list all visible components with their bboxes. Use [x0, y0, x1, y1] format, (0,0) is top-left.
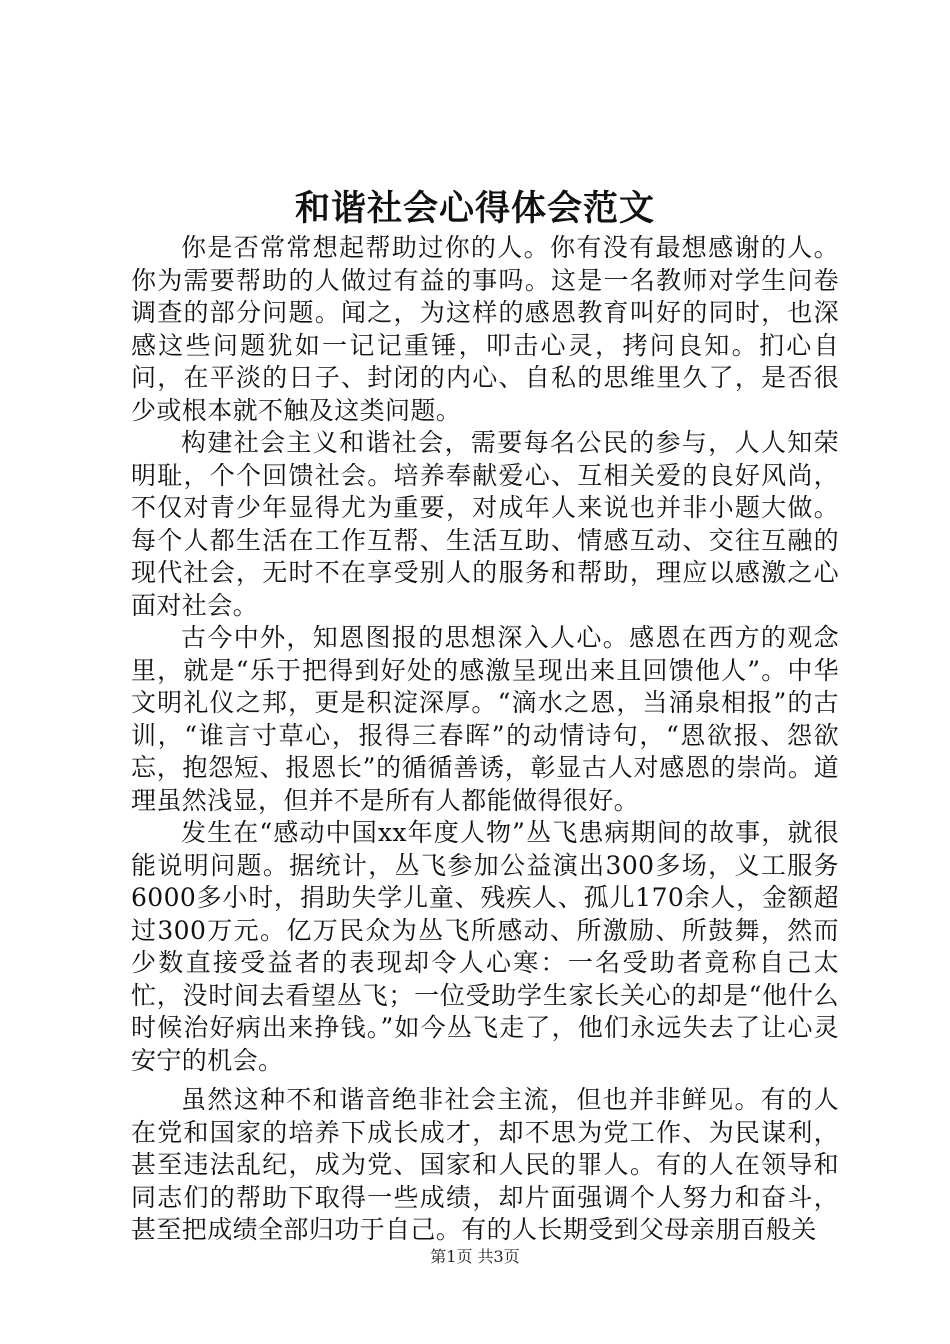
document-title: 和谐社会心得体会范文 [294, 188, 655, 229]
paragraph: 虽然这种不和谐音绝非社会主流，但也并非鲜见。有的人在党和国家的培养下成长成才，却不思为党工作、为民谋利，甚至违法乱纪，成为党、国家和人民的罪人。有的人在领导和同志们的帮助下取得一些成绩，却片面强调个人努力和奋斗，甚至把成绩全部归功于自己。有的人长期受到父母亲朋百般关 [131, 1085, 839, 1244]
paragraph: 古今中外，知恩图报的思想深入人心。感恩在西方的观念里，就是“乐于把得到好处的感激呈现出来且回馈他人”。中华文明礼仪之邦，更是积淀深厚。“滴水之恩，当涌泉相报”的古训，“谁言寸草心，报得三春晖”的动情诗句，“恩欲报、怨欲忘，抱怨短、报恩长”的循循善诱，彰显古人对感恩的崇尚。道理虽然浅显，但并不是所有人都能做得很好。 [131, 623, 839, 815]
document-body [131, 232, 839, 1247]
paragraph: 构建社会主义和谐社会，需要每名公民的参与，人人知荣明耻，个个回馈社会。培养奉献爱心、互相关爱的良好风尚，不仅对青少年显得尤为重要，对成年人来说也并非小题大做。每个人都生活在工作互帮、生活互助、情感互动、交往互融的现代社会，无时不在享受别人的服务和帮助，理应以感激之心面对社会。 [131, 428, 839, 620]
paragraph: 发生在“感动中国xx年度人物”丛飞患病期间的故事，就很能说明问题。据统计，丛飞参加公益演出300多场，义工服务6000多小时，捐助失学儿童、残疾人、孤儿170余人，金额超过300万元。亿万民众为丛飞所感动、所激励、所鼓舞，然而少数直接受益者的表现却令人心寒：一名受助者竟称自己太忙，没时间去看望丛飞；一位受助学生家长关心的却是“他什么时候治好病出来挣钱。”如今丛飞走了，他们永远失去了让心灵安宁的机会。 [131, 818, 839, 1075]
page-number-footer: 第1页 共3页 [430, 1247, 520, 1266]
paragraph: 你是否常常想起帮助过你的人。你有没有最想感谢的人。你为需要帮助的人做过有益的事吗。这是一名教师对学生问卷调查的部分问题。闻之，为这样的感恩教育叫好的同时，也深感这些问题犹如一记记重锤，叩击心灵，拷问良知。扪心自问，在平淡的日子、封闭的内心、自私的思维里久了，是否很少或根本就不触及这类问题。 [131, 233, 839, 425]
